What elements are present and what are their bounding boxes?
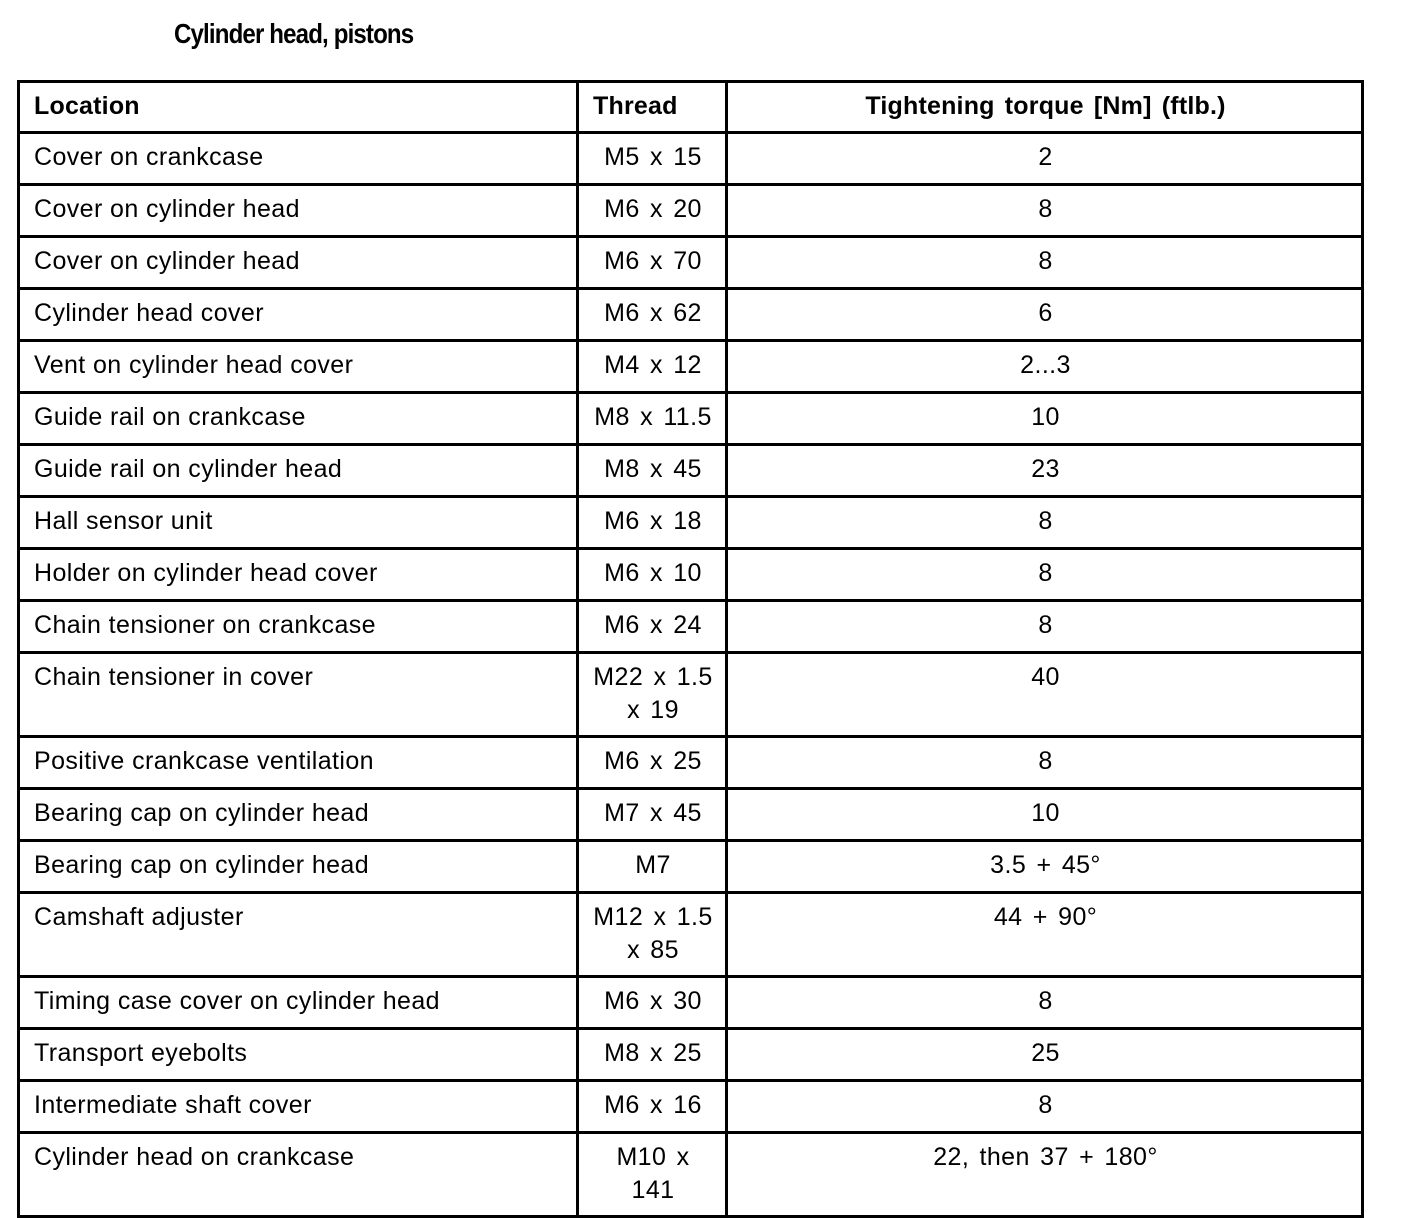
- cell-location: Transport eyebolts: [19, 1029, 578, 1081]
- table-header-row: [19, 82, 1363, 133]
- cell-location: Guide rail on crankcase: [19, 393, 578, 445]
- cell-location: Cylinder head cover: [19, 289, 578, 341]
- cell-thread: M8 x 11.5: [578, 393, 727, 445]
- cell-torque: 8: [727, 185, 1363, 237]
- table-row: [19, 133, 1363, 185]
- cell-thread: M5 x 15: [578, 133, 727, 185]
- cell-thread: M6 x 62: [578, 289, 727, 341]
- cell-thread: M7: [578, 841, 727, 893]
- cell-location: Cover on cylinder head: [19, 237, 578, 289]
- table-row: [19, 977, 1363, 1029]
- cell-thread: M22 x 1.5 x 19: [578, 653, 727, 737]
- table-row: [19, 789, 1363, 841]
- cell-torque: 40: [727, 653, 1363, 737]
- table-row: [19, 653, 1363, 737]
- cell-location: Guide rail on cylinder head: [19, 445, 578, 497]
- table-row: [19, 185, 1363, 237]
- cell-torque: 8: [727, 977, 1363, 1029]
- cell-thread: M6 x 16: [578, 1081, 727, 1133]
- cell-torque: 8: [727, 601, 1363, 653]
- table-row: [19, 445, 1363, 497]
- torque-table: [17, 80, 1364, 1218]
- cell-torque: 8: [727, 237, 1363, 289]
- cell-torque: 25: [727, 1029, 1363, 1081]
- cell-torque: 6: [727, 289, 1363, 341]
- cell-thread: M6 x 24: [578, 601, 727, 653]
- table-row: [19, 601, 1363, 653]
- table-row: [19, 1029, 1363, 1081]
- cell-torque: 8: [727, 497, 1363, 549]
- cell-torque: 44 + 90°: [727, 893, 1363, 977]
- cell-location: Cylinder head on crankcase: [19, 1133, 578, 1217]
- cell-thread: M6 x 70: [578, 237, 727, 289]
- cell-torque: 2...3: [727, 341, 1363, 393]
- cell-thread: M6 x 25: [578, 737, 727, 789]
- table-row: [19, 737, 1363, 789]
- cell-thread: M8 x 25: [578, 1029, 727, 1081]
- cell-torque: 22, then 37 + 180°: [727, 1133, 1363, 1217]
- table-row: [19, 841, 1363, 893]
- cell-location: Positive crankcase ventilation: [19, 737, 578, 789]
- cell-thread: M4 x 12: [578, 341, 727, 393]
- table-row: [19, 237, 1363, 289]
- table-row: [19, 341, 1363, 393]
- cell-location: Cover on crankcase: [19, 133, 578, 185]
- cell-thread: M6 x 10: [578, 549, 727, 601]
- page-title: Cylinder head, pistons: [174, 18, 414, 49]
- cell-location: Bearing cap on cylinder head: [19, 841, 578, 893]
- table-row: [19, 289, 1363, 341]
- cell-location: Chain tensioner on crankcase: [19, 601, 578, 653]
- cell-thread: M10 x 141: [578, 1133, 727, 1217]
- table-row: [19, 497, 1363, 549]
- table-row: [19, 1133, 1363, 1217]
- cell-torque: 23: [727, 445, 1363, 497]
- cell-torque: 10: [727, 789, 1363, 841]
- table-row: [19, 549, 1363, 601]
- cell-thread: M6 x 18: [578, 497, 727, 549]
- cell-torque: 3.5 + 45°: [727, 841, 1363, 893]
- table-row: [19, 393, 1363, 445]
- cell-location: Hall sensor unit: [19, 497, 578, 549]
- column-header-thread: Thread: [578, 82, 727, 133]
- cell-location: Camshaft adjuster: [19, 893, 578, 977]
- cell-torque: 10: [727, 393, 1363, 445]
- cell-thread: M6 x 30: [578, 977, 727, 1029]
- cell-thread: M6 x 20: [578, 185, 727, 237]
- cell-location: Cover on cylinder head: [19, 185, 578, 237]
- cell-torque: 8: [727, 549, 1363, 601]
- cell-torque: 2: [727, 133, 1363, 185]
- cell-location: Bearing cap on cylinder head: [19, 789, 578, 841]
- cell-torque: 8: [727, 1081, 1363, 1133]
- cell-location: Holder on cylinder head cover: [19, 549, 578, 601]
- cell-location: Chain tensioner in cover: [19, 653, 578, 737]
- cell-thread: M8 x 45: [578, 445, 727, 497]
- cell-torque: 8: [727, 737, 1363, 789]
- cell-location: Intermediate shaft cover: [19, 1081, 578, 1133]
- cell-location: Vent on cylinder head cover: [19, 341, 578, 393]
- column-header-torque: Tightening torque [Nm] (ftlb.): [727, 82, 1363, 133]
- cell-thread: M12 x 1.5 x 85: [578, 893, 727, 977]
- column-header-location: Location: [19, 82, 578, 133]
- table-row: [19, 1081, 1363, 1133]
- cell-thread: M7 x 45: [578, 789, 727, 841]
- table-row: [19, 893, 1363, 977]
- cell-location: Timing case cover on cylinder head: [19, 977, 578, 1029]
